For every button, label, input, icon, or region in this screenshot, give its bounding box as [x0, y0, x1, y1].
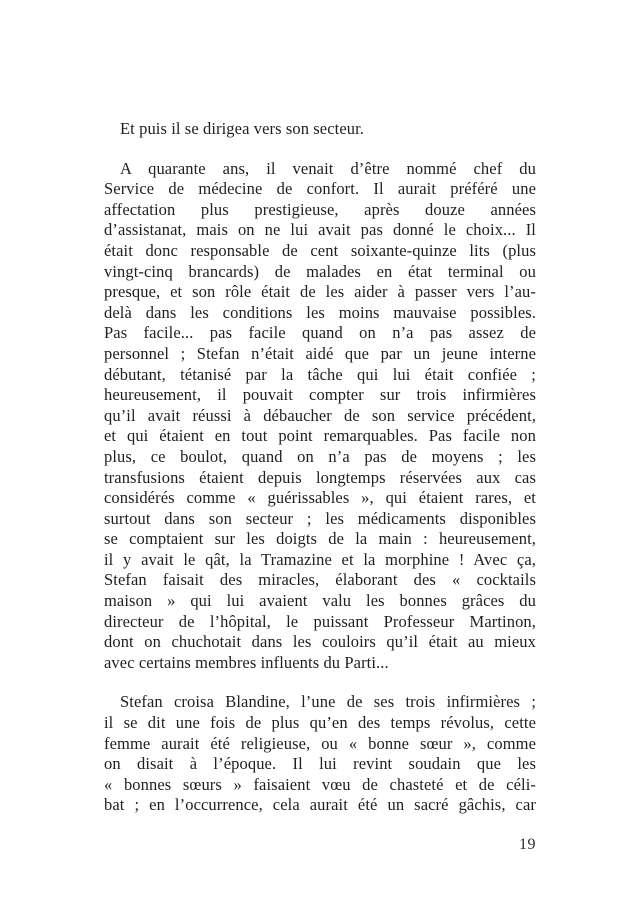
- text-line: affectation plus prestigieuse, après douze années: [104, 199, 536, 219]
- text-line: avec certains membres influents du Parti...: [104, 652, 389, 672]
- text-line: surtout dans son secteur ; les médicaments disponibles: [104, 508, 536, 528]
- text-line: Et puis il se dirigea vers son secteur.: [120, 119, 365, 138]
- text-line: Stefan croisa Blandine, l’une de ses trois infirmières ;: [120, 692, 536, 712]
- paragraph: [104, 692, 536, 816]
- text-line: delà dans les conditions les moins mauvaise possibles.: [104, 302, 536, 322]
- text-line: femme aurait été religieuse, ou « bonne sœur », comme: [104, 733, 536, 753]
- text-line: directeur de l’hôpital, le puissant Professeur Martinon,: [104, 611, 536, 631]
- page-text: [104, 119, 536, 835]
- text-line: « bonnes sœurs » faisaient vœu de chasteté et de céli-: [104, 774, 536, 794]
- text-line: Service de médecine de confort. Il aurait préféré une: [104, 179, 536, 199]
- text-line: transfusions étaient depuis longtemps réservées aux cas: [104, 467, 536, 487]
- text-line: vingt-cinq brancards) de malades en état terminal ou: [104, 261, 536, 281]
- text-line: on disait à l’époque. Il lui revint soudain que les: [104, 754, 536, 774]
- text-line: A quarante ans, il venait d’être nommé chef du: [120, 158, 536, 178]
- text-line: plus, ce boulot, quand on n’a pas de moyens ; les: [104, 446, 536, 466]
- text-line: presque, et son rôle était de les aider à passer vers l’au-: [104, 282, 536, 302]
- text-line: était donc responsable de cent soixante-quinze lits (plus: [104, 240, 536, 260]
- text-line: personnel ; Stefan n’était aidé que par un jeune interne: [104, 343, 536, 363]
- text-line: maison » qui lui avaient valu les bonnes grâces du: [104, 591, 536, 611]
- text-line: il y avait le qât, la Tramazine et la morphine ! Avec ça,: [104, 549, 536, 569]
- text-line: et qui étaient en tout point remarquables. Pas facile non: [104, 426, 536, 446]
- text-line: se comptaient sur les doigts de la main : heureusement,: [104, 529, 536, 549]
- text-line: débutant, tétanisé par la tâche qui lui était confiée ;: [104, 364, 536, 384]
- page-number: 19: [519, 836, 536, 853]
- text-line: il se dit une fois de plus qu’en des temps révolus, cette: [104, 713, 536, 733]
- text-line: considérés comme « guérissables », qui étaient rares, et: [104, 488, 536, 508]
- text-line: dont on chuchotait dans les couloirs qu’il était au mieux: [104, 632, 536, 652]
- text-line: d’assistanat, mais on ne lui avait pas donné le choix... Il: [104, 220, 536, 240]
- text-line: heureusement, il pouvait compter sur trois infirmières: [104, 385, 536, 405]
- text-line: qu’il avait réussi à débaucher de son service précédent,: [104, 405, 536, 425]
- text-line: Stefan faisait des miracles, élaborant des « cocktails: [104, 570, 536, 590]
- text-line: bat ; en l’occurrence, cela aurait été un sacré gâchis, car: [104, 795, 536, 815]
- text-line: Pas facile... pas facile quand on n’a pas assez de: [104, 323, 536, 343]
- paragraph: [104, 159, 536, 674]
- paragraph: [104, 119, 536, 140]
